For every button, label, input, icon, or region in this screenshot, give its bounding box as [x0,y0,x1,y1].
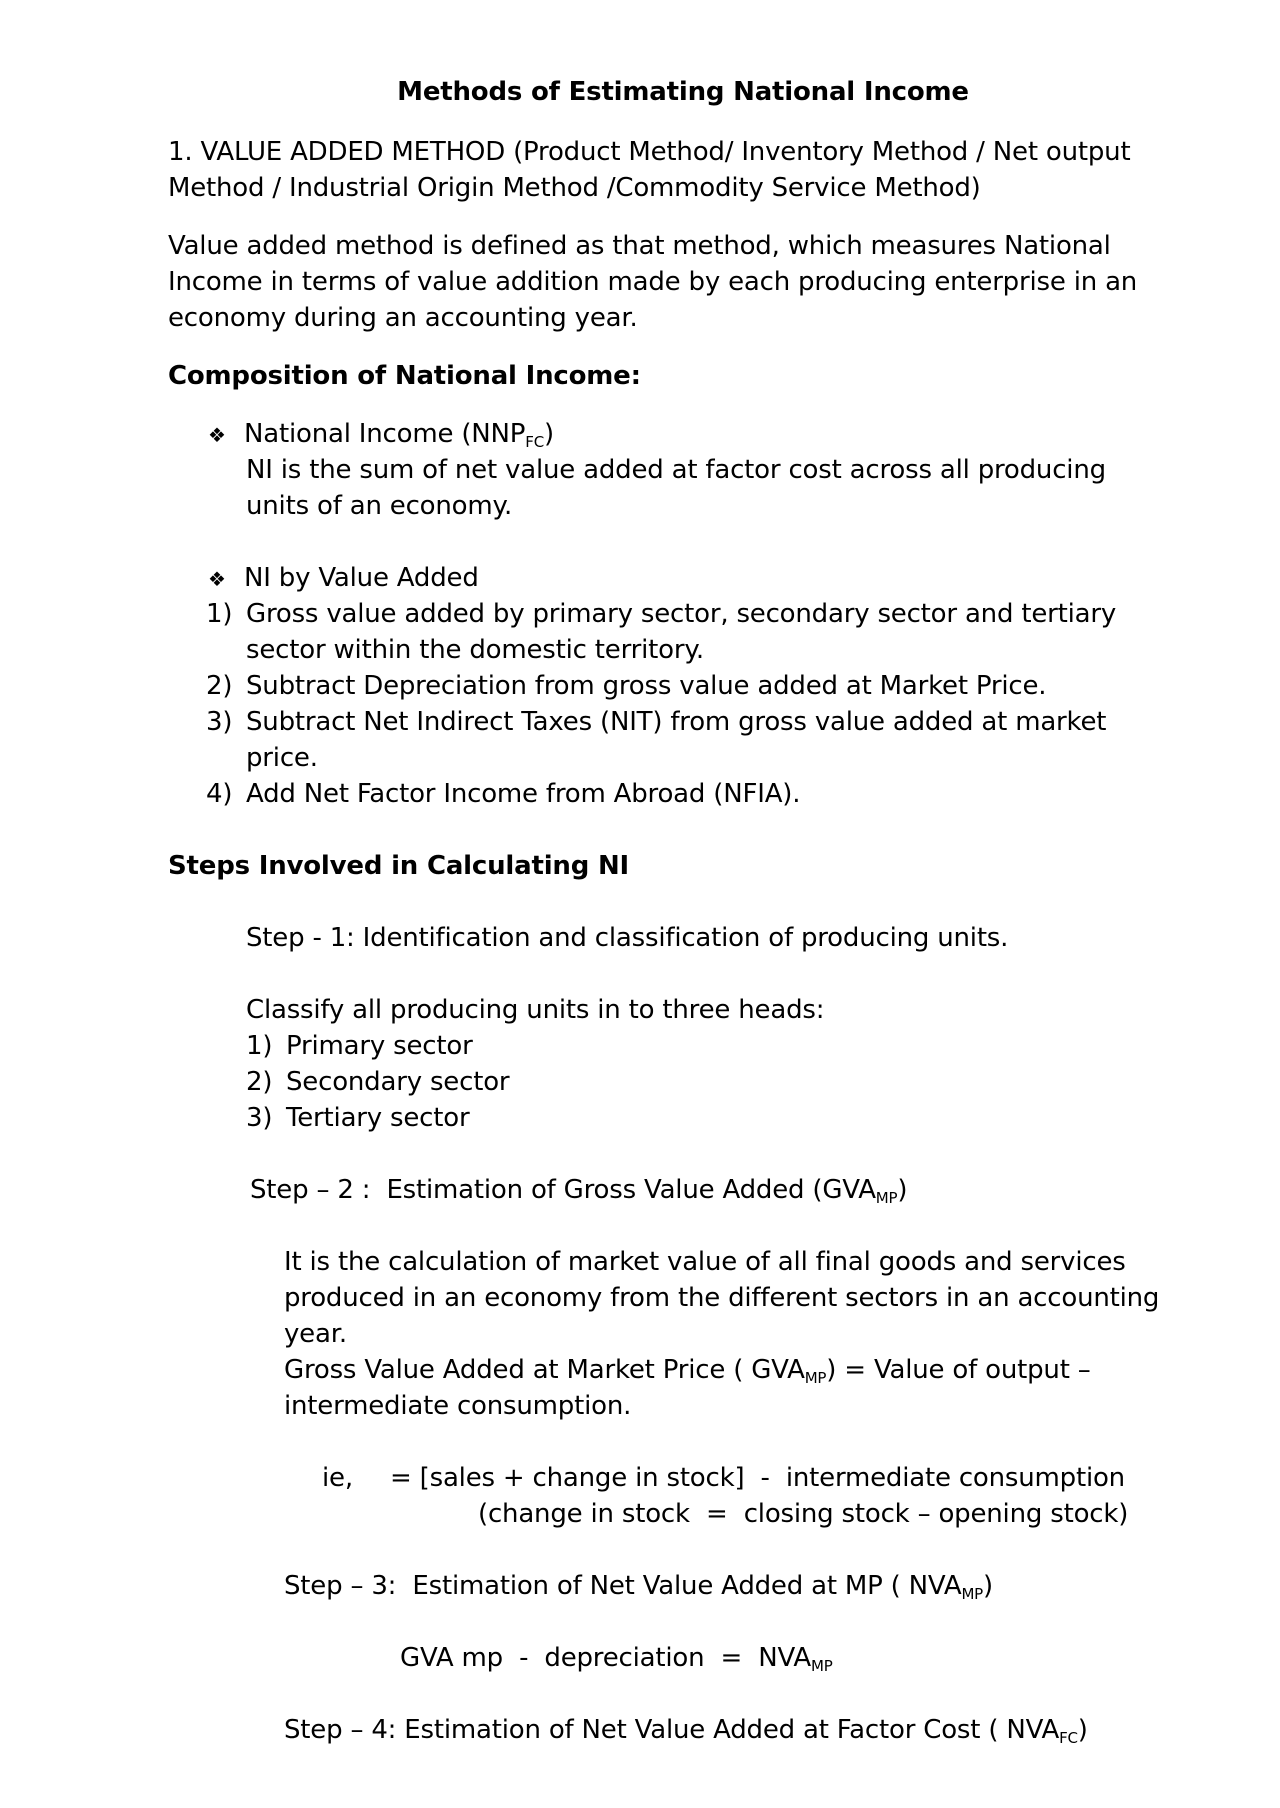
list-item: 3) Subtract Net Indirect Taxes (NIT) from gross value added at market [206,707,1107,737]
sector-item: 1) Primary sector [246,1031,473,1061]
step2-desc-line3: year. [284,1319,347,1349]
diamond-bullet-icon: ❖ [208,423,226,447]
definition-line3: economy during an accounting year. [168,303,638,333]
national-income-desc-line2: units of an economy. [246,491,513,521]
step2-formula-continuation: intermediate consumption. [284,1391,632,1421]
step2-desc-line2: produced in an economy from the different sectors in an accounting [284,1283,1160,1313]
step2-desc-line1: It is the calculation of market value of all final goods and services [284,1247,1126,1277]
method-heading-line2: Method / Industrial Origin Method /Commodity Service Method) [168,173,981,203]
ie-formula: = [sales + change in stock] - intermediate consumption [390,1463,1125,1493]
diamond-bullet-icon: ❖ [208,567,226,591]
page-title: Methods of Estimating National Income [397,77,969,107]
step3-formula: GVA mp - depreciation = $NVA_{MP}$ [400,1643,833,1675]
stock-formula: (change in stock = closing stock – opening stock) [478,1499,1129,1529]
list-item: 4) Add Net Factor Income from Abroad (NFIA). [206,779,801,809]
step1-classify: Classify all producing units in to three heads: [246,995,825,1025]
step2-formula: Gross Value Added at Market Price ( $GVA_{MP}$) = Value of output – [284,1355,1091,1387]
list-item: 1) Gross value added by primary sector, secondary sector and tertiary [206,599,1117,629]
definition-line2: Income in terms of value addition made by each producing enterprise in an [168,267,1138,297]
method-heading-line1: 1. VALUE ADDED METHOD (Product Method/ Inventory Method / Net output [168,137,1131,167]
sector-item: 2) Secondary sector [246,1067,510,1097]
list-item-continuation: sector within the domestic territory. [246,635,704,665]
ie-label: ie, [322,1463,353,1493]
step4-heading: Step – 4: Estimation of Net Value Added at Factor Cost ( $NVA_{FC}$) [284,1715,1088,1747]
bullet-item-national-income: ❖ National Income $(NNP_{FC})$ [208,419,554,451]
step3-heading: Step – 3: Estimation of Net Value Added at MP ( $NVA_{MP}$) [284,1571,993,1603]
national-income-desc-line1: NI is the sum of net value added at factor cost across all producing [246,455,1106,485]
step1-text: Step - 1: Identification and classification of producing units. [246,923,1009,953]
composition-heading: Composition of National Income: [168,361,641,391]
list-item: 2) Subtract Depreciation from gross value added at Market Price. [206,671,1047,701]
bullet-item-ni-by-value-added: ❖ NI by Value Added [208,560,479,597]
definition-line1: Value added method is defined as that method, which measures National [168,231,1111,261]
step2-heading: Step – 2 : Estimation of Gross Value Added $(GVA_{MP})$ [250,1175,908,1207]
list-item-continuation: price. [246,743,318,773]
steps-heading: Steps Involved in Calculating NI [168,851,630,881]
sector-item: 3) Tertiary sector [246,1103,470,1133]
